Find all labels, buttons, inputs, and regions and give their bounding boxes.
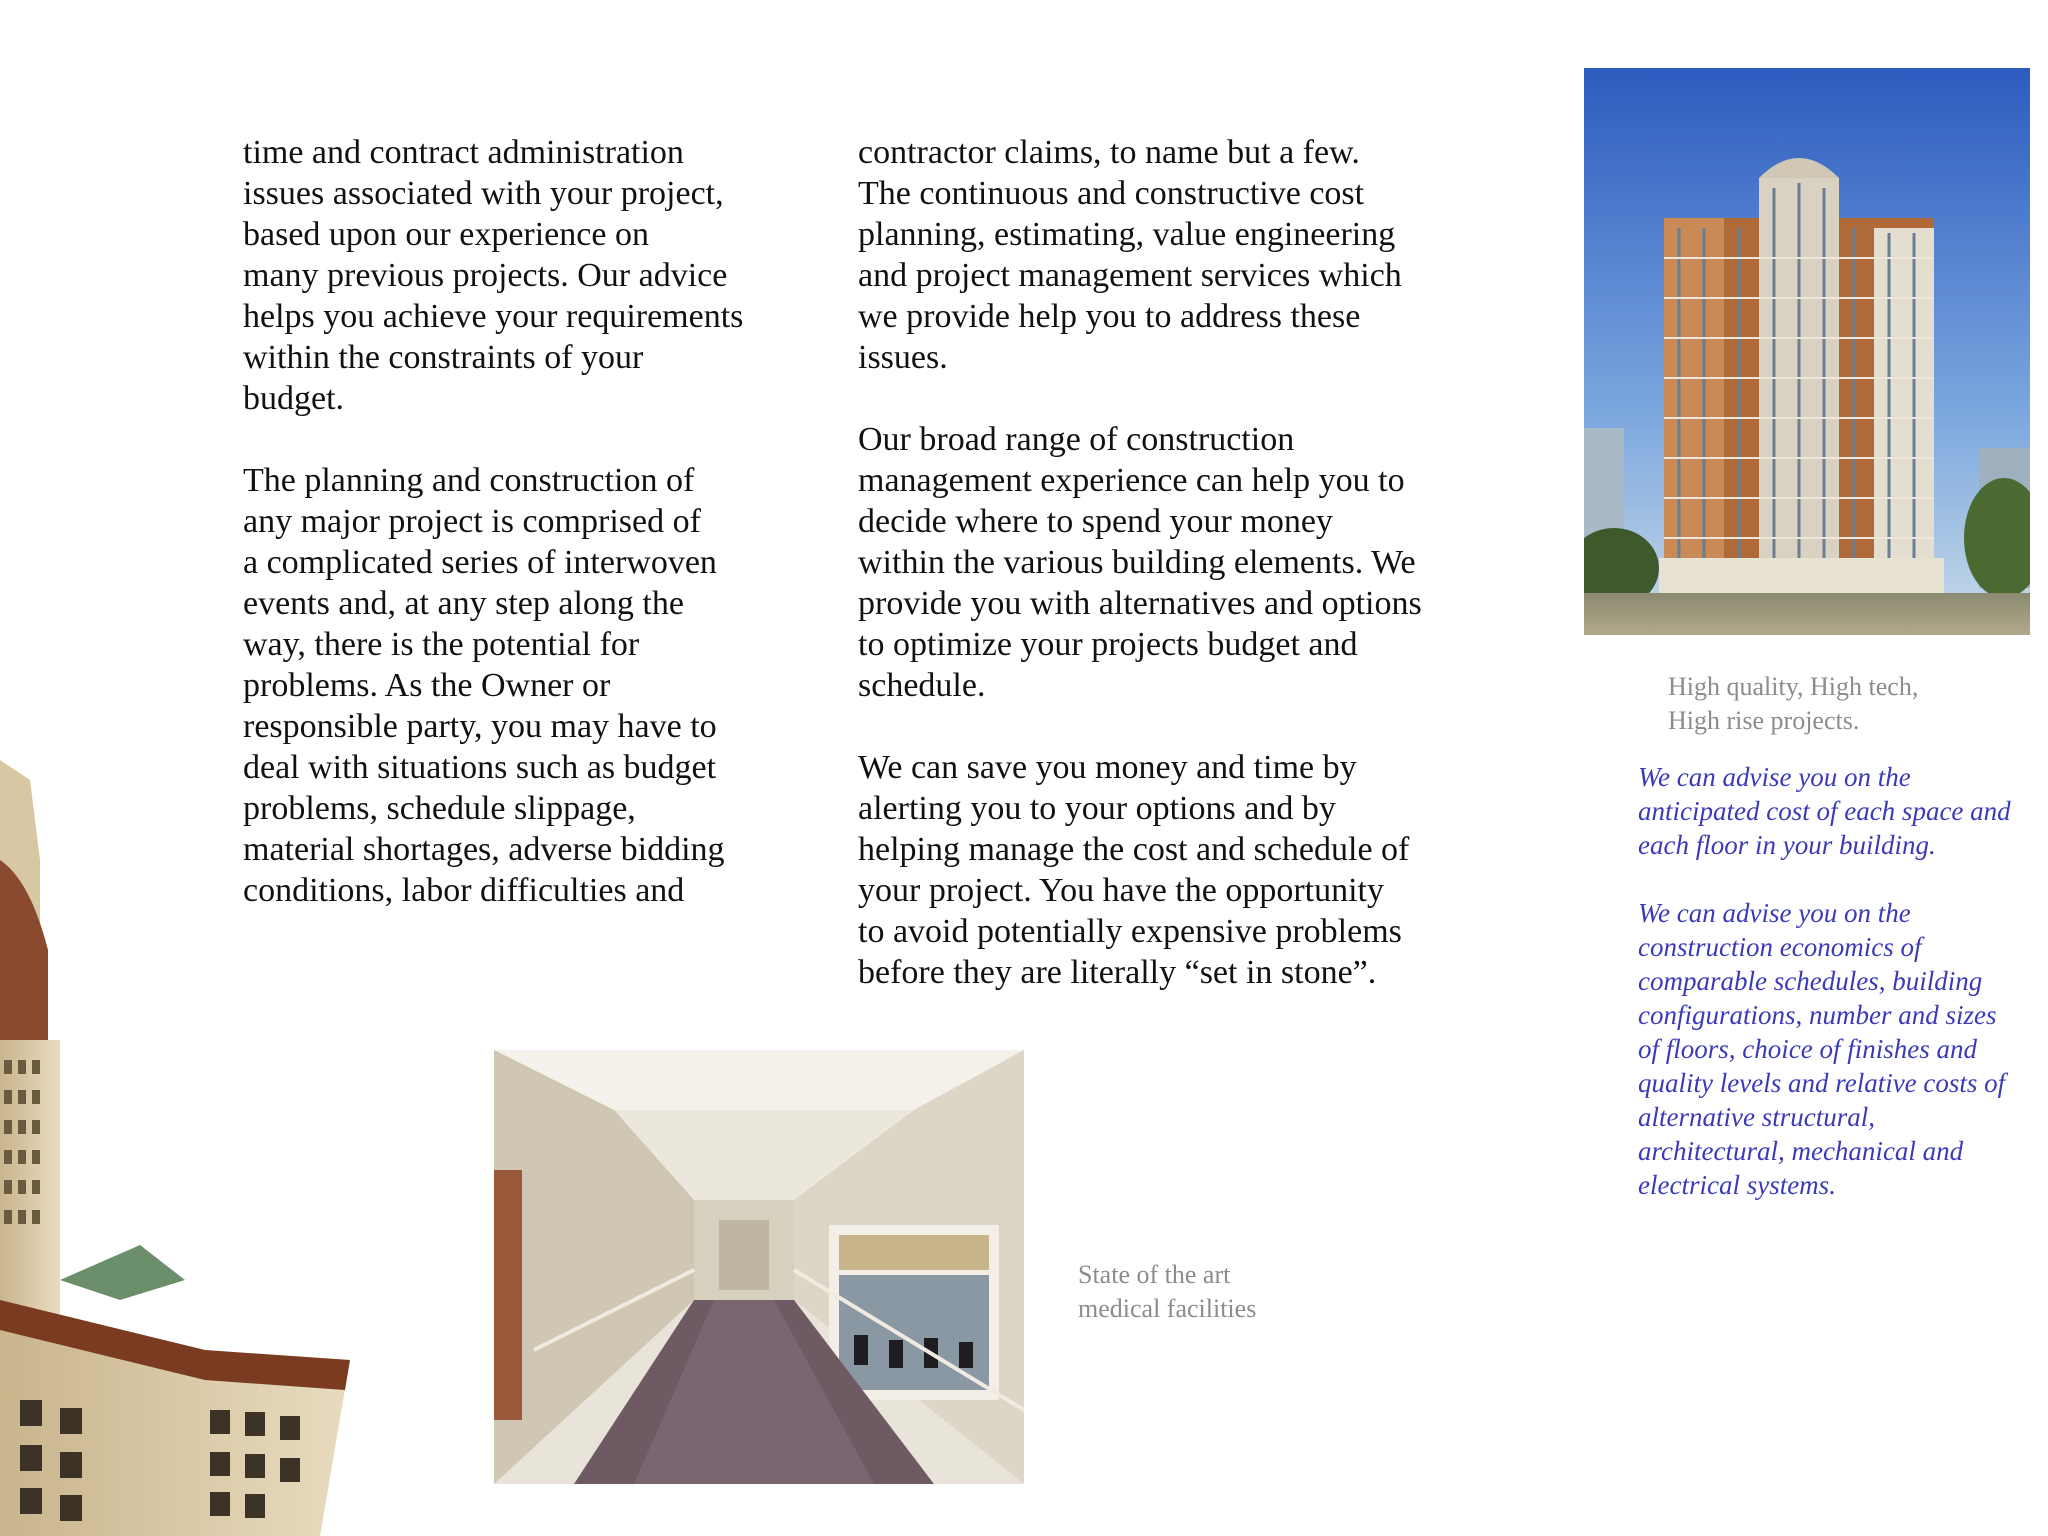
tower-caption: High quality, High tech, High rise projects. (1668, 672, 1919, 735)
middle-paragraph-1: contractor claims, to name but a few. The continuous and constructive cost planning, estimating, value engineering and project management services which we provide help you to address these issues. (858, 134, 1402, 376)
medical-caption: State of the art medical facilities (1078, 1260, 1257, 1323)
highrise-tower-photo (1584, 68, 2030, 635)
middle-text-column (858, 132, 1458, 1034)
middle-paragraph-3: We can save you money and time by alerting you to your options and by helping manage the cost and schedule of your project. You have the opportunity to avoid potentially expensive problems before they are literally “set in stone”. (858, 749, 1410, 991)
left-paragraph-1: time and contract administration issues associated with your project, based upon our experience on many previous projects. Our advice helps you achieve your requirements within the constraints of your budget. (243, 134, 744, 417)
left-paragraph-2: The planning and construction of any major project is comprised of a complicated series of interwoven events and, at any step along the way, there is the potential for problems. As the Owner or responsible party, you may have to deal with situations such as budget problems, schedule slippage, material shortages, adverse bidding conditions, labor difficulties and (243, 462, 725, 909)
left-text-column (243, 132, 783, 952)
advice-note-2: We can advise you on the construction economics of comparable schedules, building configurations, number and sizes of floors, choice of finishes and quality levels and relative costs of alternative structural, architectural, mechanical and electrical systems. (1638, 898, 2006, 1200)
advice-note-1: We can advise you on the anticipated cost of each space and each floor in your building. (1638, 762, 2011, 860)
middle-paragraph-2: Our broad range of construction management experience can help you to decide where to spend your money within the various building elements. We provide you with alternatives and options to optimize your projects budget and schedule. (858, 421, 1422, 704)
advice-notes (1638, 760, 2018, 1236)
medical-hallway-photo (494, 1050, 1024, 1484)
